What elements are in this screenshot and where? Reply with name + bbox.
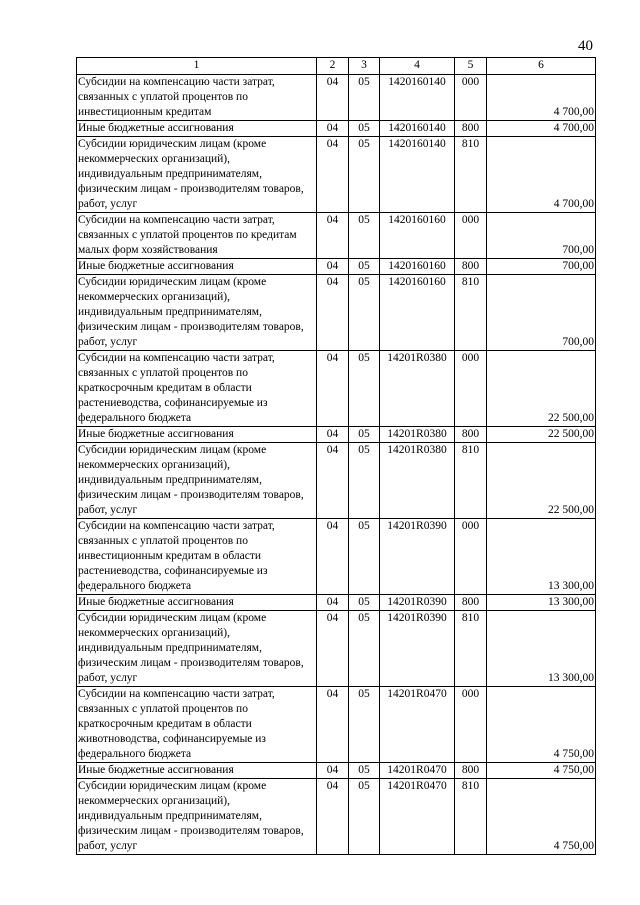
budget-table xyxy=(76,57,596,855)
row-expense-type-cell: 000 xyxy=(455,351,487,427)
row-section-cell: 04 xyxy=(317,275,349,351)
row-expense-type-cell: 810 xyxy=(455,137,487,213)
row-subsection-cell: 05 xyxy=(349,779,380,855)
row-expense-type-cell: 800 xyxy=(455,259,487,275)
row-name-cell: Иные бюджетные ассигнования xyxy=(77,763,317,779)
row-amount-cell: 700,00 xyxy=(487,259,596,275)
row-subsection-cell: 05 xyxy=(349,611,380,687)
row-amount-cell: 700,00 xyxy=(487,213,596,259)
row-subsection-cell: 05 xyxy=(349,137,380,213)
header-cell: 3 xyxy=(349,58,380,75)
table-row xyxy=(77,351,596,427)
row-section-cell: 04 xyxy=(317,259,349,275)
table-row xyxy=(77,121,596,137)
row-target-code-cell: 14201R0390 xyxy=(380,519,455,595)
row-name-cell: Субсидии юридическим лицам (кроме некоммерческих организаций), индивидуальным предпринимателям, физическим лицам - производителям товаров, работ, услуг xyxy=(77,779,317,855)
table-row xyxy=(77,137,596,213)
row-name-cell: Иные бюджетные ассигнования xyxy=(77,259,317,275)
row-amount-cell: 22 500,00 xyxy=(487,427,596,443)
row-section-cell: 04 xyxy=(317,75,349,121)
row-name-cell: Субсидии юридическим лицам (кроме некоммерческих организаций), индивидуальным предпринимателям, физическим лицам - производителям товаров, работ, услуг xyxy=(77,611,317,687)
page-number: 40 xyxy=(578,38,593,54)
table-row xyxy=(77,275,596,351)
row-expense-type-cell: 800 xyxy=(455,427,487,443)
header-cell: 4 xyxy=(380,58,455,75)
row-amount-cell: 13 300,00 xyxy=(487,595,596,611)
row-name-cell: Субсидии юридическим лицам (кроме некоммерческих организаций), индивидуальным предпринимателям, физическим лицам - производителям товаров, работ, услуг xyxy=(77,275,317,351)
row-amount-cell: 13 300,00 xyxy=(487,611,596,687)
row-amount-cell: 700,00 xyxy=(487,275,596,351)
row-expense-type-cell: 810 xyxy=(455,779,487,855)
row-amount-cell: 4 750,00 xyxy=(487,779,596,855)
row-subsection-cell: 05 xyxy=(349,519,380,595)
row-section-cell: 04 xyxy=(317,779,349,855)
row-target-code-cell: 14201R0380 xyxy=(380,351,455,427)
header-cell: 2 xyxy=(317,58,349,75)
row-target-code-cell: 1420160140 xyxy=(380,75,455,121)
row-subsection-cell: 05 xyxy=(349,427,380,443)
row-amount-cell: 4 700,00 xyxy=(487,137,596,213)
row-section-cell: 04 xyxy=(317,519,349,595)
row-amount-cell: 4 700,00 xyxy=(487,75,596,121)
row-expense-type-cell: 000 xyxy=(455,687,487,763)
row-target-code-cell: 14201R0380 xyxy=(380,443,455,519)
row-target-code-cell: 1420160140 xyxy=(380,137,455,213)
row-expense-type-cell: 810 xyxy=(455,275,487,351)
row-amount-cell: 22 500,00 xyxy=(487,443,596,519)
row-name-cell: Субсидии на компенсацию части затрат, связанных с уплатой процентов по инвестиционным кредитам в области растениеводства, софинансируемые из федерального бюджета xyxy=(77,519,317,595)
row-name-cell: Субсидии на компенсацию части затрат, связанных с уплатой процентов по кредитам малых форм хозяйствования xyxy=(77,213,317,259)
table-header-row xyxy=(77,58,596,75)
row-name-cell: Субсидии на компенсацию части затрат, связанных с уплатой процентов по краткосрочным кредитам в области растениеводства, софинансируемые из федерального бюджета xyxy=(77,351,317,427)
row-section-cell: 04 xyxy=(317,427,349,443)
table-row xyxy=(77,611,596,687)
row-subsection-cell: 05 xyxy=(349,443,380,519)
table-row xyxy=(77,595,596,611)
row-name-cell: Иные бюджетные ассигнования xyxy=(77,121,317,137)
row-expense-type-cell: 800 xyxy=(455,763,487,779)
row-subsection-cell: 05 xyxy=(349,75,380,121)
table-row xyxy=(77,687,596,763)
row-subsection-cell: 05 xyxy=(349,275,380,351)
row-amount-cell: 13 300,00 xyxy=(487,519,596,595)
row-section-cell: 04 xyxy=(317,351,349,427)
table-row xyxy=(77,259,596,275)
row-subsection-cell: 05 xyxy=(349,595,380,611)
row-subsection-cell: 05 xyxy=(349,259,380,275)
row-expense-type-cell: 810 xyxy=(455,443,487,519)
row-section-cell: 04 xyxy=(317,137,349,213)
row-name-cell: Субсидии юридическим лицам (кроме некоммерческих организаций), индивидуальным предпринимателям, физическим лицам - производителям товаров, работ, услуг xyxy=(77,137,317,213)
row-expense-type-cell: 800 xyxy=(455,595,487,611)
table-row xyxy=(77,519,596,595)
row-target-code-cell: 1420160160 xyxy=(380,259,455,275)
row-section-cell: 04 xyxy=(317,611,349,687)
row-subsection-cell: 05 xyxy=(349,213,380,259)
row-amount-cell: 4 750,00 xyxy=(487,763,596,779)
row-name-cell: Субсидии юридическим лицам (кроме некоммерческих организаций), индивидуальным предпринимателям, физическим лицам - производителям товаров, работ, услуг xyxy=(77,443,317,519)
row-name-cell: Иные бюджетные ассигнования xyxy=(77,595,317,611)
row-target-code-cell: 14201R0380 xyxy=(380,427,455,443)
row-subsection-cell: 05 xyxy=(349,121,380,137)
table-row xyxy=(77,427,596,443)
row-amount-cell: 4 750,00 xyxy=(487,687,596,763)
row-subsection-cell: 05 xyxy=(349,763,380,779)
table-row xyxy=(77,763,596,779)
table-row xyxy=(77,443,596,519)
row-expense-type-cell: 800 xyxy=(455,121,487,137)
row-name-cell: Иные бюджетные ассигнования xyxy=(77,427,317,443)
row-section-cell: 04 xyxy=(317,121,349,137)
header-cell: 1 xyxy=(77,58,317,75)
row-target-code-cell: 1420160140 xyxy=(380,121,455,137)
row-target-code-cell: 1420160160 xyxy=(380,275,455,351)
row-target-code-cell: 14201R0470 xyxy=(380,763,455,779)
row-target-code-cell: 14201R0470 xyxy=(380,687,455,763)
header-cell: 6 xyxy=(487,58,596,75)
row-section-cell: 04 xyxy=(317,763,349,779)
row-expense-type-cell: 000 xyxy=(455,519,487,595)
row-expense-type-cell: 000 xyxy=(455,213,487,259)
table-row xyxy=(77,213,596,259)
row-target-code-cell: 1420160160 xyxy=(380,213,455,259)
row-expense-type-cell: 810 xyxy=(455,611,487,687)
table-row xyxy=(77,75,596,121)
row-expense-type-cell: 000 xyxy=(455,75,487,121)
row-section-cell: 04 xyxy=(317,595,349,611)
row-name-cell: Субсидии на компенсацию части затрат, связанных с уплатой процентов по инвестиционным кредитам xyxy=(77,75,317,121)
row-amount-cell: 4 700,00 xyxy=(487,121,596,137)
table-row xyxy=(77,779,596,855)
row-target-code-cell: 14201R0390 xyxy=(380,595,455,611)
row-subsection-cell: 05 xyxy=(349,687,380,763)
row-name-cell: Субсидии на компенсацию части затрат, связанных с уплатой процентов по краткосрочным кредитам в области животноводства, софинансируемые из федерального бюджета xyxy=(77,687,317,763)
row-amount-cell: 22 500,00 xyxy=(487,351,596,427)
row-section-cell: 04 xyxy=(317,687,349,763)
row-target-code-cell: 14201R0390 xyxy=(380,611,455,687)
row-section-cell: 04 xyxy=(317,443,349,519)
header-cell: 5 xyxy=(455,58,487,75)
row-section-cell: 04 xyxy=(317,213,349,259)
row-target-code-cell: 14201R0470 xyxy=(380,779,455,855)
row-subsection-cell: 05 xyxy=(349,351,380,427)
